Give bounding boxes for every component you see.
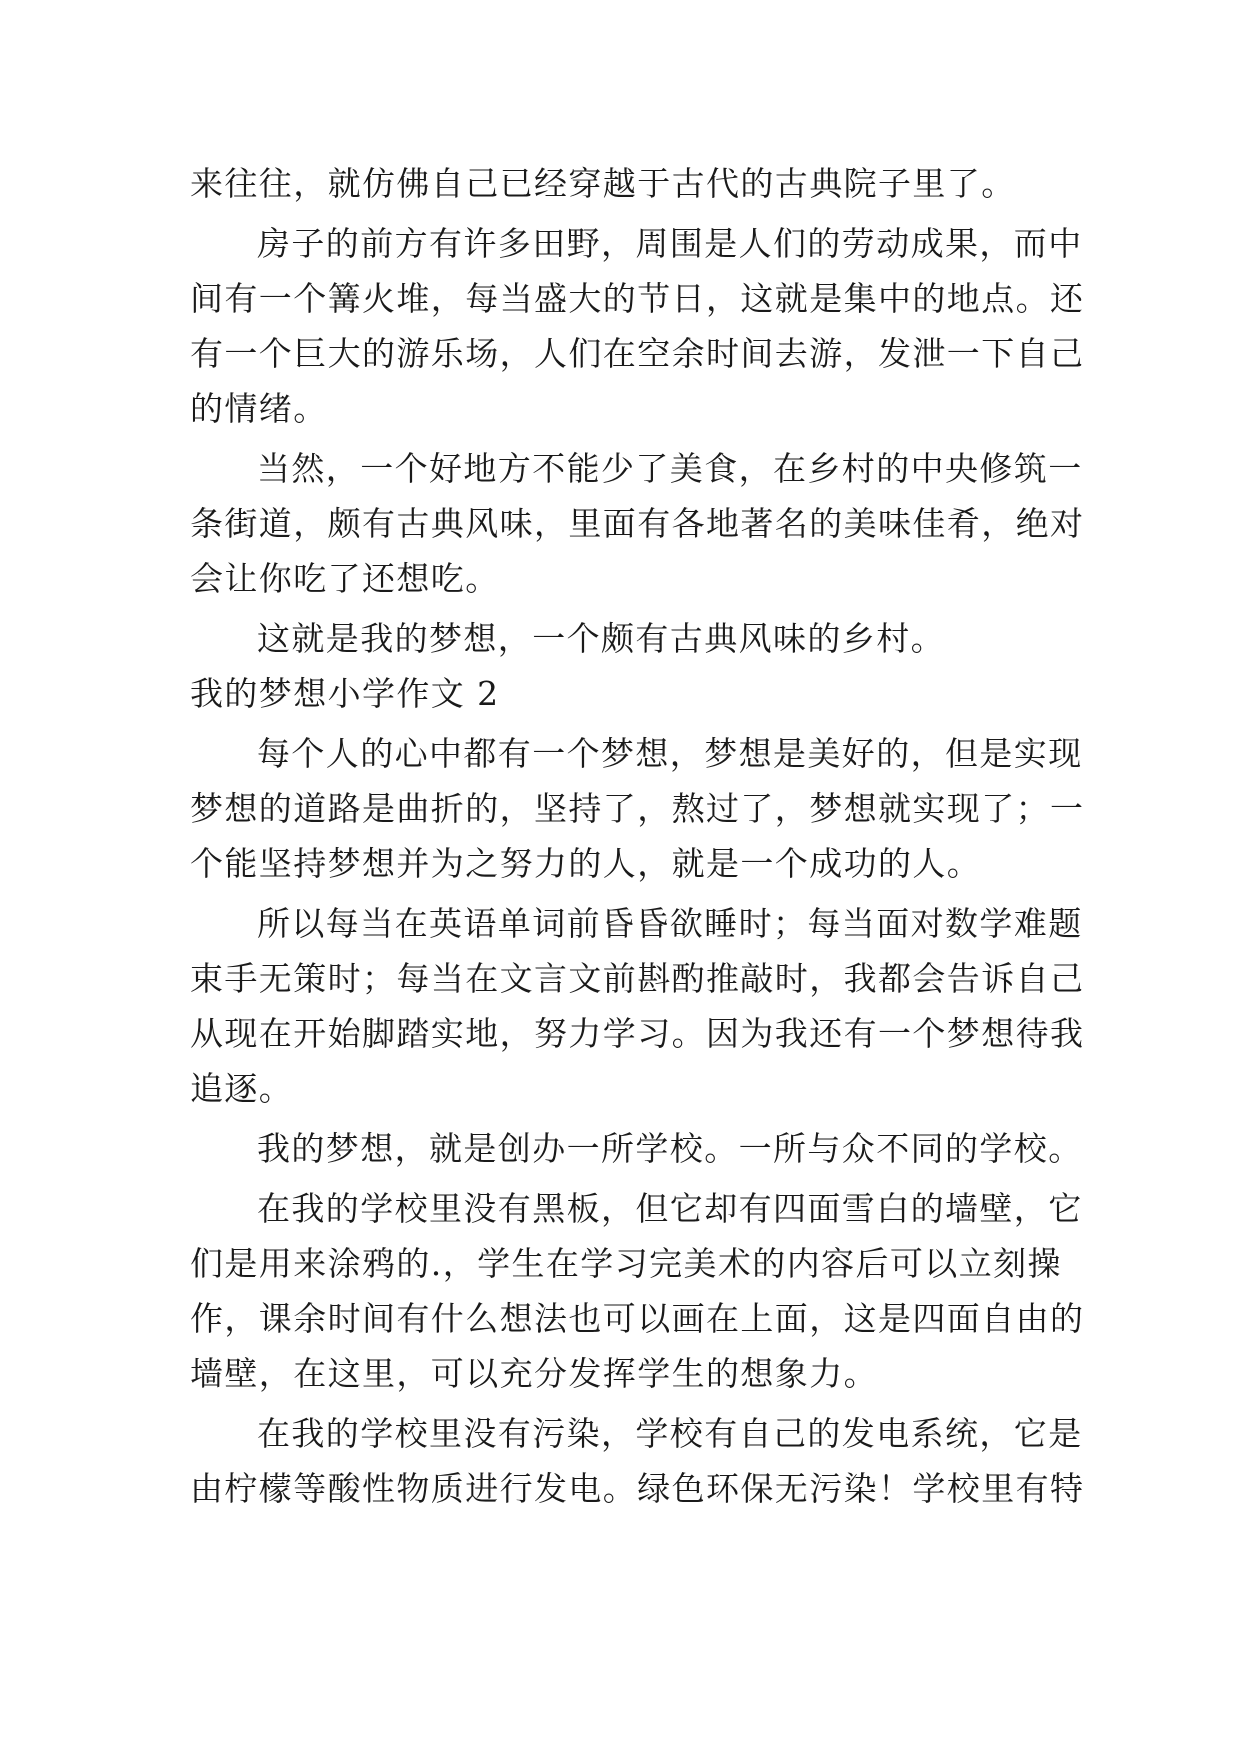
paragraph-start: 我的梦想，就是创办一所学校。一所与众不同的学校。 (257, 1129, 1083, 1168)
text-line: 墙壁，在这里，可以充分发挥学生的想象力。 (190, 1354, 878, 1393)
text-line: 束手无策时；每当在文言文前斟酌推敲时，我都会告诉自己 (190, 959, 1085, 998)
text-line: 从现在开始脚踏实地，努力学习。因为我还有一个梦想待我 (190, 1014, 1085, 1053)
section-heading: 我的梦想小学作文 2 (190, 674, 500, 713)
text-line: 个能坚持梦想并为之努力的人，就是一个成功的人。 (190, 844, 982, 883)
text-line: 有一个巨大的游乐场，人们在空余时间去游，发泄一下自己 (190, 334, 1085, 373)
text-line: 来往往，就仿佛自己已经穿越于古代的古典院子里了。 (190, 164, 1016, 203)
text-line: 条街道，颇有古典风味，里面有各地著名的美味佳肴，绝对 (190, 504, 1085, 543)
text-line: 间有一个篝火堆，每当盛大的节日，这就是集中的地点。还 (190, 279, 1085, 318)
paragraph-start: 每个人的心中都有一个梦想，梦想是美好的，但是实现 (257, 734, 1083, 773)
paragraph-start: 当然，一个好地方不能少了美食，在乡村的中央修筑一 (257, 449, 1083, 488)
text-line: 梦想的道路是曲折的，坚持了，熬过了，梦想就实现了；一 (190, 789, 1085, 828)
text-line: 们是用来涂鸦的.，学生在学习完美术的内容后可以立刻操 (190, 1244, 1062, 1283)
paragraph-start: 在我的学校里没有污染，学校有自己的发电系统，它是 (257, 1414, 1083, 1453)
paragraph-start: 这就是我的梦想，一个颇有古典风味的乡村。 (257, 619, 945, 658)
paragraph-start: 房子的前方有许多田野，周围是人们的劳动成果，而中 (257, 224, 1083, 263)
text-line: 会让你吃了还想吃。 (190, 559, 500, 598)
text-line: 追逐。 (190, 1069, 294, 1108)
paragraph-start: 所以每当在英语单词前昏昏欲睡时；每当面对数学难题 (257, 904, 1083, 943)
text-line: 作，课余时间有什么想法也可以画在上面，这是四面自由的 (190, 1299, 1085, 1338)
text-line: 的情绪。 (190, 389, 328, 428)
paragraph-start: 在我的学校里没有黑板，但它却有四面雪白的墙壁，它 (257, 1189, 1083, 1228)
text-line: 由柠檬等酸性物质进行发电。绿色环保无污染！学校里有特 (190, 1469, 1085, 1508)
